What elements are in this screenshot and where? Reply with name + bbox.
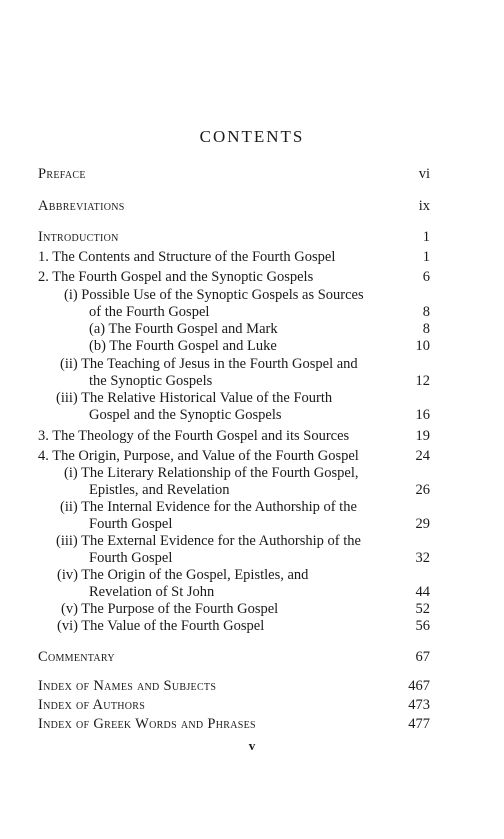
toc-label: Epistles, and Revelation: [89, 482, 230, 498]
toc-page: 32: [415, 550, 430, 566]
page-number: v: [248, 738, 256, 753]
toc-label: (i) Possible Use of the Synoptic Gospels as Sources: [64, 287, 364, 303]
toc-entry: [38, 356, 430, 372]
toc-page: 6: [422, 269, 430, 285]
toc-page: 67: [415, 649, 430, 665]
toc-entry: [38, 584, 430, 600]
toc-entry: [38, 338, 430, 354]
toc-label: Fourth Gospel: [89, 516, 173, 532]
toc-label: Index of Greek Words and Phrases: [38, 716, 256, 732]
toc-label: (b) The Fourth Gospel and Luke: [89, 338, 277, 354]
toc-entry: [38, 716, 430, 732]
toc-page: 52: [415, 601, 430, 617]
toc-label: of the Fourth Gospel: [89, 304, 210, 320]
toc-entry: [38, 166, 430, 182]
toc-label: Introduction: [38, 229, 119, 245]
toc-entry: [38, 287, 430, 303]
toc-entry: [38, 465, 430, 481]
toc-entry: [38, 618, 430, 634]
toc-label: (a) The Fourth Gospel and Mark: [89, 321, 278, 337]
toc-label: (v) The Purpose of the Fourth Gospel: [61, 601, 279, 617]
toc-label: Preface: [38, 166, 86, 182]
toc-label: the Synoptic Gospels: [89, 373, 213, 389]
toc-entry: [38, 198, 430, 214]
toc-label: Abbreviations: [38, 198, 125, 214]
toc-entry: [38, 448, 430, 464]
toc-entry: [38, 601, 430, 617]
toc-label: Fourth Gospel: [89, 550, 173, 566]
toc-entry: [38, 269, 430, 285]
toc-page: ix: [418, 198, 430, 214]
toc-entry: [38, 407, 430, 423]
toc-label: (ii) The Internal Evidence for the Authorship of the: [60, 499, 357, 515]
toc-label: (iv) The Origin of the Gospel, Epistles, and: [57, 567, 309, 583]
toc-entry: [38, 304, 430, 320]
toc-entry: [38, 229, 430, 245]
toc-entry: [38, 697, 430, 713]
toc-label: 2. The Fourth Gospel and the Synoptic Gospels: [38, 269, 314, 285]
toc-entry: [38, 649, 430, 665]
toc-page: 8: [422, 304, 430, 320]
toc-page: 16: [415, 407, 430, 423]
toc-label: Gospel and the Synoptic Gospels: [89, 407, 282, 423]
toc-entry: [38, 550, 430, 566]
toc-entry: [38, 533, 430, 549]
toc-page: 1: [422, 249, 430, 265]
toc-entry: [38, 516, 430, 532]
toc-page: vi: [418, 166, 430, 182]
toc-page: 56: [415, 618, 430, 634]
toc-entry: [38, 499, 430, 515]
toc-page: 29: [415, 516, 430, 532]
toc-label: (i) The Literary Relationship of the Fourth Gospel,: [64, 465, 359, 481]
toc-label: (ii) The Teaching of Jesus in the Fourth Gospel and: [60, 356, 358, 372]
toc-page: 10: [415, 338, 430, 354]
toc-page: 44: [415, 584, 430, 600]
toc-page: 19: [415, 428, 430, 444]
toc-page: 26: [415, 482, 430, 498]
toc-entry: [38, 567, 430, 583]
toc-page: 12: [415, 373, 430, 389]
toc-page: 467: [408, 678, 430, 694]
toc-label: (vi) The Value of the Fourth Gospel: [57, 618, 265, 634]
toc-entry: [38, 321, 430, 337]
toc-entry: [38, 249, 430, 265]
toc-entry: [38, 373, 430, 389]
toc-label: Revelation of St John: [89, 584, 215, 600]
toc-label: 1. The Contents and Structure of the Fourth Gospel: [38, 249, 336, 265]
toc-entry: [38, 428, 430, 444]
toc-label: (iii) The Relative Historical Value of the Fourth: [56, 390, 333, 406]
toc-label: 3. The Theology of the Fourth Gospel and its Sources: [38, 428, 350, 444]
toc-entry: [38, 482, 430, 498]
toc-page: 8: [422, 321, 430, 337]
toc-page: 473: [408, 697, 430, 713]
toc-page: 24: [415, 448, 430, 464]
toc-label: Index of Names and Subjects: [38, 678, 217, 694]
page-title: CONTENTS: [199, 127, 305, 146]
toc-label: 4. The Origin, Purpose, and Value of the Fourth Gospel: [38, 448, 359, 464]
toc-entry: [38, 390, 430, 406]
toc-label: Commentary: [38, 649, 115, 665]
toc-page: 477: [408, 716, 430, 732]
toc-page: 1: [422, 229, 430, 245]
toc-entry: [38, 678, 430, 694]
toc-label: (iii) The External Evidence for the Authorship of the: [56, 533, 361, 549]
toc-label: Index of Authors: [38, 697, 146, 713]
